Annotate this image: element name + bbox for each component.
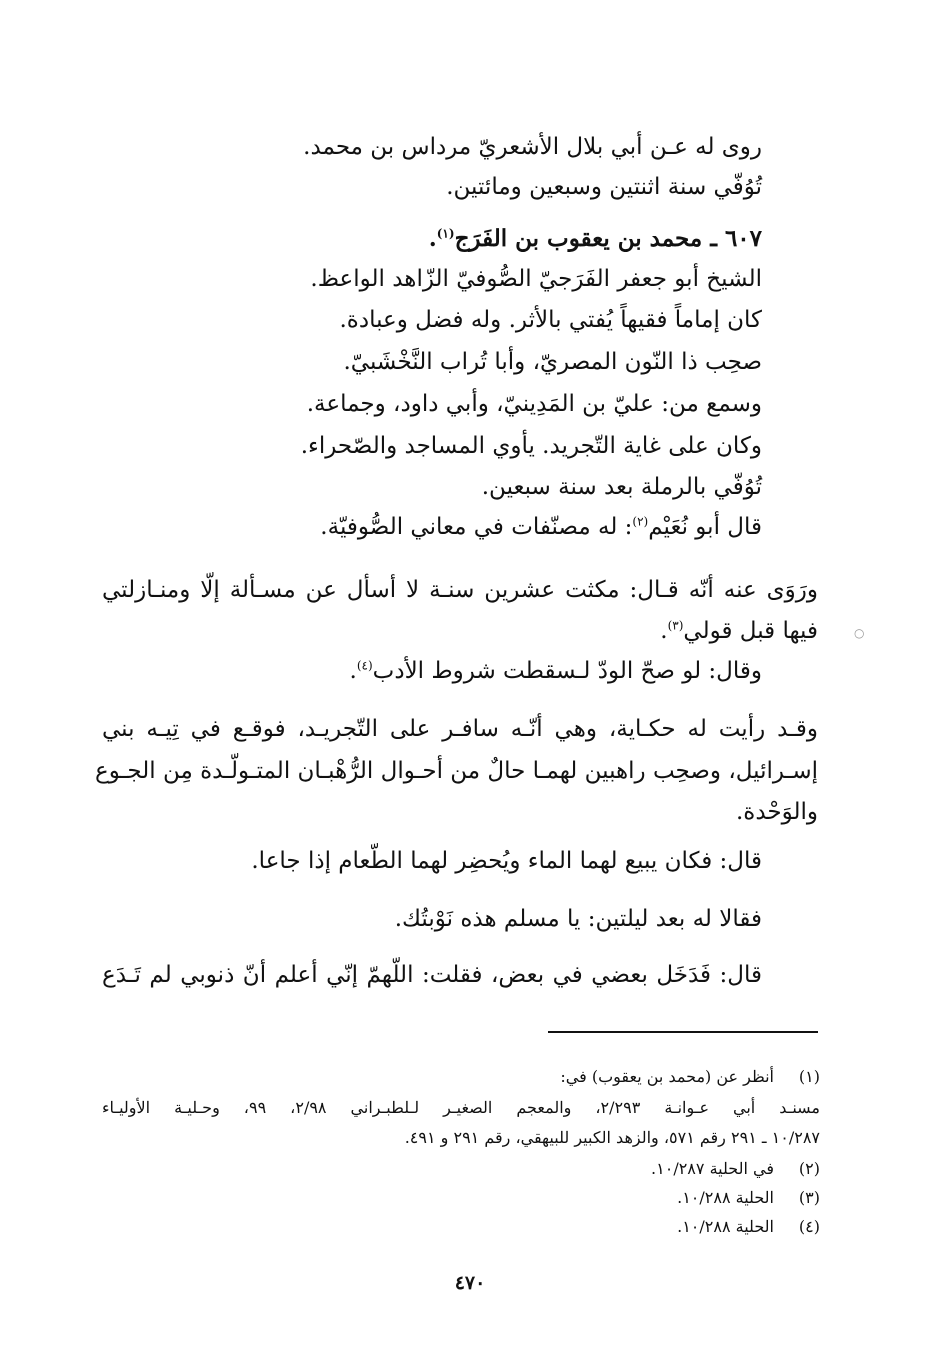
paragraph-line: وقـد رأيت له حكـاية، وهي أنّـه سافـر على التّجريـد، فوقـع في تِيـه بني (102, 716, 818, 742)
text-line: صحِب ذا النّون المصريّ، وأبا تُراب النَّخْشَبيّ. (343, 349, 762, 375)
paragraph-line: ورَوَى عنه أنّه قـال: مكثت عشرين سنـة لا أسأل عن مسـألة إلّا ومنـازلتي (102, 577, 818, 603)
text-line: فقالا له بعد ليلتين: يا مسلم هذه نَوْبتُك. (394, 906, 762, 932)
text-fragment: . (349, 658, 357, 684)
text-fragment: : له مصنّفات في معاني الصُّوفيّة. (320, 514, 633, 540)
paragraph-line (660, 616, 818, 646)
text-line: روى له عـن أبي بلال الأشعريّ مرداس بن محمد. (303, 134, 762, 160)
footnote-separator (548, 1031, 818, 1033)
page-number: ٤٧٠ (454, 1272, 486, 1294)
footnote-number: (١) (798, 1067, 820, 1086)
footnote-number: (٢) (798, 1159, 820, 1178)
footnote-ref: (٢) (632, 514, 649, 529)
footnote-2 (651, 1158, 820, 1180)
text-line: تُوُفّي سنة اثنتين وسبعين ومائتين. (446, 174, 762, 200)
footnote-text: الحلية ١٠/٢٨٨. (677, 1188, 774, 1207)
footnote-1-line: مسنـد أبي عـوانـة ٢/٢٩٣، والمعجم الصغيـر لـلطبـراني ٢/٩٨، ٩٩، وحـليـة الأوليـاء (102, 1098, 821, 1117)
footnote-ref: (١) (436, 226, 455, 241)
footnote-text: أنظر عن (محمد بن يعقوب) في: (560, 1067, 774, 1086)
text-fragment: قال أبو نُعَيْم (648, 514, 762, 540)
footnote-4 (677, 1216, 820, 1238)
entry-title: ٦٠٧ ـ محمد بن يعقوب بن الفَرَج (454, 225, 762, 252)
text-line: الشيخ أبو جعفر الفَرَجيّ الصُّوفيّ الزّاهد الواعظ. (310, 266, 762, 292)
text-line (350, 656, 762, 686)
text-fragment: . (660, 618, 668, 644)
text-line: كان إماماً فقيهاً يُفتي بالأثر. وله فضل وعبادة. (339, 307, 762, 333)
entry-heading (429, 224, 762, 254)
text-fragment: فيها قبل قولي (683, 618, 818, 644)
footnote-number: (٣) (798, 1188, 820, 1207)
text-line: وكان على غاية التّجريد. يأوي المساجد والصّحراء. (300, 433, 762, 459)
text-line: تُوُفّي بالرملة بعد سنة سبعين. (481, 474, 762, 500)
footnote-1-line: ١٠/٢٨٧ ـ ٢٩١ رقم ٥٧١، والزهد الكبير للبيهقي، رقم ٢٩١ و ٤٩١. (404, 1128, 820, 1147)
text-line: قال: فَدَخَل بعضي في بعض، فقلت: اللّهمّ إنّي أعلم أنّ ذنوبي لم تَـدَع (102, 962, 762, 988)
text-line: وسمع من: عليّ بن المَدِينيّ، وأبي داود، وجماعة. (306, 391, 762, 417)
footnote-ref: (٣) (667, 618, 684, 633)
footnote-text: الحلية ١٠/٢٨٨. (677, 1217, 774, 1236)
text-line: قال: فكان يبيع لهما الماء ويُحضِر لهما الطّعام إذا جاعا. (251, 848, 762, 874)
footnote-ref: (٤) (356, 658, 373, 673)
text-fragment: وقال: لو صحّ الودّ لـسقطت شروط الأدب (372, 658, 762, 684)
paragraph-line: إسـرائيل، وصحِب راهبين لهمـا حالٌ من أحـوال الرُّهْبـان المتـولّـدة مِن الجـوع (95, 758, 818, 784)
footnote-text: في الحلية ١٠/٢٨٧. (651, 1159, 774, 1178)
punctuation: . (428, 225, 437, 252)
footnote-3 (677, 1187, 820, 1209)
scan-speck: ○ (854, 626, 865, 640)
footnote-1 (560, 1066, 820, 1088)
footnote-number: (٤) (798, 1217, 820, 1236)
text-line (320, 512, 762, 542)
paragraph-line: والوَحْدة. (735, 799, 818, 825)
